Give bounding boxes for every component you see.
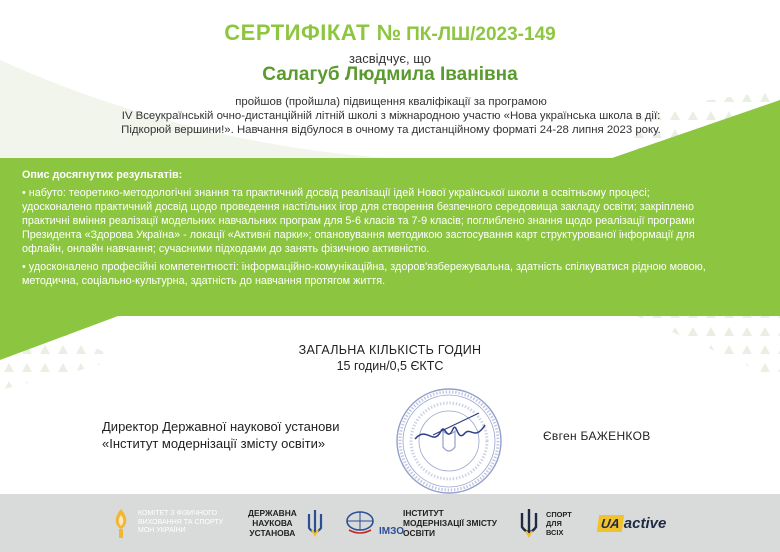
globe-icon [343,508,377,538]
sport-for-all-logo [518,494,572,552]
recipient-name: Салагуб Людмила Іванівна [262,64,518,85]
state-institution-logo [248,494,325,552]
institute-line: МОДЕРНІЗАЦІЇ ЗМІСТУ [403,518,497,528]
institute-line: ІНСТИТУТ [403,508,444,518]
director-title [102,418,402,452]
izmo-logo [343,494,404,552]
state-line: УСТАНОВА [249,528,296,538]
active-label: active [623,514,667,532]
institute-line: ОСВІТИ [403,528,436,538]
signer-name: Євген БАЖЕНКОВ [543,429,651,443]
ua-active-logo [598,494,666,552]
sport-line: СПОРТ [546,509,572,519]
certificate-title [0,20,780,46]
official-seal [393,385,505,497]
attest-text: засвідчує, що [349,51,431,66]
certificate-number: ПК-ЛШ/2023-149 [406,24,556,45]
ua-label: UA [597,515,624,532]
results-heading: Опис досягнутих результатів: [22,169,183,181]
results-item: • набуто: теоретико-методологічні знання та практичний досвід реалізації ідей Нової української школи в освітньому процесі; удосконалено практичний досвід щодо проведення настільних ігор для створення безпечного середовища закладу освіти; закріплено практичні вміння реалізації модельних навчальних програм для 5-6 класів та 7-9 класів; поглиблено знання щодо реалізації програми Президента «Здорова Україна» - локації «Активні парки»; опановування методикою застосування карт структурованої інформації для офлайн, онлайн навчання; сучасними підходами до занять фізичною активністю. [22,187,695,255]
program-line: ІV Всеукраїнській очно-дистанційній літній школі з міжнародною участю «Нова українська школа в дії: [121,110,661,122]
state-line: ДЕРЖАВНА [248,508,297,518]
torch-icon [108,507,134,539]
hours-value: 15 годин/0,5 ЄКТС [336,359,444,373]
program-line: Підкорюй вершини!». Навчання відбулося в очному та дистанційному форматі 24-28 липня 2023 року. [121,124,661,136]
committee-line: КОМІТЕТ З ФІЗИЧНОГО [138,510,218,518]
program-line: пройшов (пройшла) підвищення кваліфікації за програмою [235,96,547,108]
footer-logos [0,494,780,552]
program-description [96,95,686,137]
committee-logo [108,494,223,552]
izmo-label: ІМЗО [379,525,405,537]
state-line: НАУКОВА [252,518,293,528]
director-line: Директор Державної наукової установи [102,419,340,434]
results-item: • удосконалено професійні компетентності: інформаційно-комунікаційна, здоров'язбережувальна, здатність спілкуватися рідною мовою, методична, соціально-культурна, здатність до навчання протягом життя. [22,261,706,287]
institute-logo [403,494,497,552]
sport-line: ВСІХ [546,527,564,537]
trident-icon [518,507,540,539]
sport-line: ДЛЯ [546,518,562,528]
trident-icon [305,508,325,538]
certificate-word: СЕРТИФІКАТ № [224,20,402,45]
committee-line: ВИХОВАННЯ ТА СПОРТУ [138,518,224,526]
committee-line: МОН УКРАЇНИ [138,527,186,535]
hours-title: ЗАГАЛЬНА КІЛЬКІСТЬ ГОДИН [298,343,482,357]
results-section [22,168,712,292]
director-line: «Інститут модернізації змісту освіти» [102,436,326,451]
